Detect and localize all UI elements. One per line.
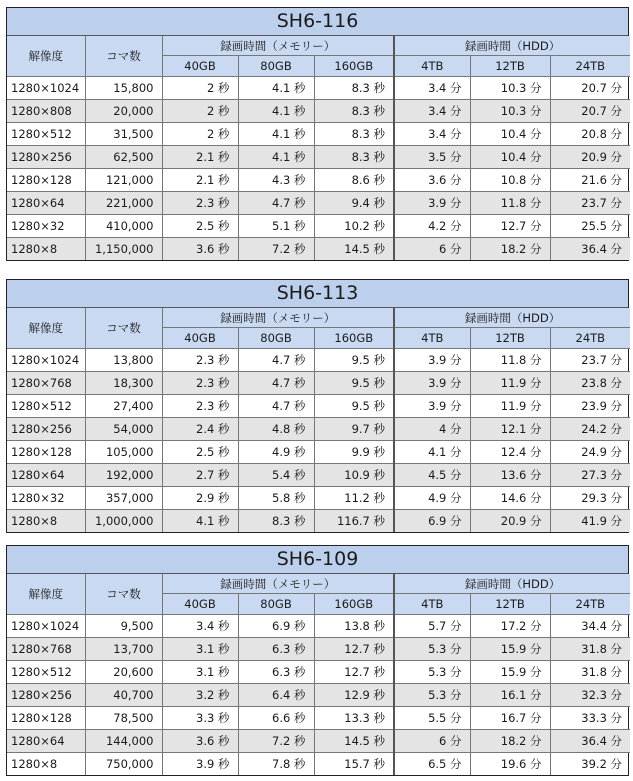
cell-h24: 20.8 分 — [550, 123, 630, 146]
cell-m160: 12.7 秒 — [314, 661, 394, 684]
cell-h12: 12.4 分 — [470, 441, 550, 464]
header-memory-col: 80GB — [238, 328, 314, 349]
cell-m80: 4.9 秒 — [238, 441, 314, 464]
cell-h12: 19.6 分 — [470, 753, 550, 776]
cell-m40: 3.6 秒 — [162, 238, 238, 261]
table-row — [7, 707, 630, 730]
cell-h24: 20.7 分 — [550, 100, 630, 123]
header-memory-col: 160GB — [314, 594, 394, 615]
table-row — [7, 487, 630, 510]
cell-h24: 41.9 分 — [550, 510, 630, 533]
cell-m80: 4.3 秒 — [238, 169, 314, 192]
header-memory-col: 80GB — [238, 594, 314, 615]
cell-h24: 21.6 分 — [550, 169, 630, 192]
cell-h12: 15.9 分 — [470, 661, 550, 684]
header-memory-group: 録画時間（メモリー） — [162, 308, 394, 328]
cell-h4: 5.7 分 — [394, 615, 470, 638]
cell-resolution: 1280×1024 — [7, 615, 85, 638]
cell-m40: 3.3 秒 — [162, 707, 238, 730]
cell-h4: 4.5 分 — [394, 464, 470, 487]
cell-resolution: 1280×512 — [7, 123, 85, 146]
cell-h24: 33.3 分 — [550, 707, 630, 730]
cell-m160: 14.5 秒 — [314, 238, 394, 261]
cell-h24: 36.4 分 — [550, 238, 630, 261]
cell-m160: 10.9 秒 — [314, 464, 394, 487]
cell-h24: 24.9 分 — [550, 441, 630, 464]
cell-resolution: 1280×32 — [7, 487, 85, 510]
cell-resolution: 1280×768 — [7, 638, 85, 661]
cell-h24: 32.3 分 — [550, 684, 630, 707]
cell-h12: 10.4 分 — [470, 123, 550, 146]
table-row — [7, 510, 630, 533]
recording-time-table — [7, 574, 630, 775]
cell-frames: 54,000 — [85, 418, 162, 441]
table-row — [7, 100, 630, 123]
cell-frames: 27,400 — [85, 395, 162, 418]
cell-h12: 18.2 分 — [470, 238, 550, 261]
cell-m40: 2.3 秒 — [162, 349, 238, 372]
cell-m80: 6.9 秒 — [238, 615, 314, 638]
cell-m80: 7.2 秒 — [238, 730, 314, 753]
cell-h12: 12.7 分 — [470, 215, 550, 238]
cell-resolution: 1280×64 — [7, 192, 85, 215]
table-title: SH6-109 — [7, 546, 628, 574]
cell-h4: 3.9 分 — [394, 192, 470, 215]
cell-frames: 31,500 — [85, 123, 162, 146]
cell-m80: 4.8 秒 — [238, 418, 314, 441]
cell-h12: 11.8 分 — [470, 349, 550, 372]
header-resolution: 解像度 — [7, 574, 85, 615]
cell-resolution: 1280×128 — [7, 169, 85, 192]
cell-h12: 17.2 分 — [470, 615, 550, 638]
header-hdd-col: 4TB — [394, 328, 470, 349]
cell-frames: 357,000 — [85, 487, 162, 510]
spec-table-0 — [6, 7, 629, 261]
cell-m40: 3.9 秒 — [162, 753, 238, 776]
table-title: SH6-113 — [7, 280, 628, 308]
header-frames: コマ数 — [85, 308, 162, 349]
table-row — [7, 169, 630, 192]
header-frames: コマ数 — [85, 36, 162, 77]
header-hdd-col: 24TB — [550, 328, 630, 349]
cell-m80: 4.1 秒 — [238, 100, 314, 123]
cell-h4: 5.3 分 — [394, 684, 470, 707]
cell-m80: 7.8 秒 — [238, 753, 314, 776]
cell-h24: 23.7 分 — [550, 349, 630, 372]
recording-time-table — [7, 308, 630, 532]
cell-resolution: 1280×128 — [7, 707, 85, 730]
table-row — [7, 615, 630, 638]
cell-resolution: 1280×1024 — [7, 77, 85, 100]
recording-time-table — [7, 36, 630, 260]
cell-m40: 2.9 秒 — [162, 487, 238, 510]
cell-m80: 6.4 秒 — [238, 684, 314, 707]
cell-m160: 12.9 秒 — [314, 684, 394, 707]
header-memory-col: 40GB — [162, 594, 238, 615]
cell-m40: 2.7 秒 — [162, 464, 238, 487]
cell-h4: 5.3 分 — [394, 638, 470, 661]
header-memory-group: 録画時間（メモリー） — [162, 36, 394, 56]
cell-frames: 192,000 — [85, 464, 162, 487]
table-row — [7, 372, 630, 395]
cell-resolution: 1280×256 — [7, 684, 85, 707]
spec-table-2 — [6, 545, 629, 776]
cell-h4: 6.9 分 — [394, 510, 470, 533]
cell-h4: 3.5 分 — [394, 146, 470, 169]
cell-frames: 144,000 — [85, 730, 162, 753]
header-frames: コマ数 — [85, 574, 162, 615]
spec-table-1 — [6, 279, 629, 533]
cell-h4: 3.9 分 — [394, 349, 470, 372]
cell-h24: 20.9 分 — [550, 146, 630, 169]
cell-h12: 10.3 分 — [470, 100, 550, 123]
table-row — [7, 661, 630, 684]
cell-m160: 9.7 秒 — [314, 418, 394, 441]
cell-h12: 13.6 分 — [470, 464, 550, 487]
cell-h4: 3.9 分 — [394, 395, 470, 418]
header-hdd-group: 録画時間（HDD） — [394, 308, 630, 328]
header-resolution: 解像度 — [7, 308, 85, 349]
cell-m80: 5.4 秒 — [238, 464, 314, 487]
table-row — [7, 215, 630, 238]
cell-h4: 4.1 分 — [394, 441, 470, 464]
header-memory-col: 160GB — [314, 56, 394, 77]
cell-h24: 39.2 分 — [550, 753, 630, 776]
cell-m160: 9.4 秒 — [314, 192, 394, 215]
cell-frames: 121,000 — [85, 169, 162, 192]
cell-resolution: 1280×256 — [7, 418, 85, 441]
cell-m40: 3.6 秒 — [162, 730, 238, 753]
cell-m40: 2 秒 — [162, 100, 238, 123]
cell-m160: 11.2 秒 — [314, 487, 394, 510]
cell-h12: 11.9 分 — [470, 395, 550, 418]
cell-m160: 9.9 秒 — [314, 441, 394, 464]
header-hdd-col: 4TB — [394, 56, 470, 77]
cell-h12: 12.1 分 — [470, 418, 550, 441]
cell-frames: 62,500 — [85, 146, 162, 169]
cell-m40: 2.3 秒 — [162, 192, 238, 215]
cell-h4: 4 分 — [394, 418, 470, 441]
cell-m160: 13.8 秒 — [314, 615, 394, 638]
cell-h12: 16.7 分 — [470, 707, 550, 730]
table-row — [7, 753, 630, 776]
cell-m40: 2.3 秒 — [162, 372, 238, 395]
cell-m160: 12.7 秒 — [314, 638, 394, 661]
cell-frames: 410,000 — [85, 215, 162, 238]
table-row — [7, 464, 630, 487]
table-row — [7, 77, 630, 100]
table-row — [7, 238, 630, 261]
header-hdd-group: 録画時間（HDD） — [394, 574, 630, 594]
cell-frames: 40,700 — [85, 684, 162, 707]
cell-m80: 6.6 秒 — [238, 707, 314, 730]
cell-m80: 7.2 秒 — [238, 238, 314, 261]
cell-h24: 23.8 分 — [550, 372, 630, 395]
cell-m160: 8.6 秒 — [314, 169, 394, 192]
header-hdd-col: 12TB — [470, 594, 550, 615]
cell-frames: 13,700 — [85, 638, 162, 661]
header-hdd-col: 12TB — [470, 328, 550, 349]
cell-m40: 3.4 秒 — [162, 615, 238, 638]
table-row — [7, 684, 630, 707]
cell-m80: 4.7 秒 — [238, 395, 314, 418]
cell-h12: 10.3 分 — [470, 77, 550, 100]
cell-h12: 18.2 分 — [470, 730, 550, 753]
cell-m160: 8.3 秒 — [314, 146, 394, 169]
cell-h24: 23.9 分 — [550, 395, 630, 418]
cell-h24: 23.7 分 — [550, 192, 630, 215]
table-row — [7, 638, 630, 661]
header-memory-col: 40GB — [162, 328, 238, 349]
cell-m160: 15.7 秒 — [314, 753, 394, 776]
cell-m80: 5.1 秒 — [238, 215, 314, 238]
cell-resolution: 1280×768 — [7, 372, 85, 395]
cell-h4: 6.5 分 — [394, 753, 470, 776]
cell-resolution: 1280×256 — [7, 146, 85, 169]
cell-resolution: 1280×1024 — [7, 349, 85, 372]
cell-resolution: 1280×808 — [7, 100, 85, 123]
cell-h12: 10.8 分 — [470, 169, 550, 192]
cell-h4: 3.4 分 — [394, 77, 470, 100]
table-row — [7, 146, 630, 169]
cell-h12: 11.9 分 — [470, 372, 550, 395]
cell-m40: 2.5 秒 — [162, 441, 238, 464]
cell-m40: 3.1 秒 — [162, 661, 238, 684]
header-hdd-col: 12TB — [470, 56, 550, 77]
cell-h4: 6 分 — [394, 238, 470, 261]
table-title: SH6-116 — [7, 8, 628, 36]
header-resolution: 解像度 — [7, 36, 85, 77]
cell-frames: 20,600 — [85, 661, 162, 684]
cell-frames: 221,000 — [85, 192, 162, 215]
table-row — [7, 395, 630, 418]
cell-h24: 27.3 分 — [550, 464, 630, 487]
cell-m160: 8.3 秒 — [314, 100, 394, 123]
header-memory-col: 160GB — [314, 328, 394, 349]
cell-m80: 5.8 秒 — [238, 487, 314, 510]
cell-frames: 78,500 — [85, 707, 162, 730]
cell-h24: 31.8 分 — [550, 638, 630, 661]
cell-resolution: 1280×64 — [7, 464, 85, 487]
table-row — [7, 123, 630, 146]
header-memory-group: 録画時間（メモリー） — [162, 574, 394, 594]
cell-m80: 6.3 秒 — [238, 661, 314, 684]
cell-resolution: 1280×512 — [7, 395, 85, 418]
cell-m40: 2.1 秒 — [162, 146, 238, 169]
cell-m80: 4.7 秒 — [238, 192, 314, 215]
cell-h4: 3.4 分 — [394, 123, 470, 146]
cell-frames: 9,500 — [85, 615, 162, 638]
header-hdd-col: 24TB — [550, 594, 630, 615]
cell-resolution: 1280×8 — [7, 753, 85, 776]
cell-h12: 20.9 分 — [470, 510, 550, 533]
cell-m80: 4.7 秒 — [238, 349, 314, 372]
cell-resolution: 1280×8 — [7, 238, 85, 261]
cell-m40: 2 秒 — [162, 123, 238, 146]
cell-h24: 20.7 分 — [550, 77, 630, 100]
cell-m40: 2.3 秒 — [162, 395, 238, 418]
cell-m80: 4.1 秒 — [238, 77, 314, 100]
header-memory-col: 40GB — [162, 56, 238, 77]
cell-h4: 3.9 分 — [394, 372, 470, 395]
cell-m160: 8.3 秒 — [314, 77, 394, 100]
cell-m40: 2.1 秒 — [162, 169, 238, 192]
cell-m40: 2 秒 — [162, 77, 238, 100]
cell-m40: 2.4 秒 — [162, 418, 238, 441]
cell-h24: 34.4 分 — [550, 615, 630, 638]
table-row — [7, 441, 630, 464]
cell-m160: 9.5 秒 — [314, 372, 394, 395]
cell-h4: 3.6 分 — [394, 169, 470, 192]
table-row — [7, 192, 630, 215]
cell-frames: 105,000 — [85, 441, 162, 464]
cell-h12: 16.1 分 — [470, 684, 550, 707]
cell-m80: 4.1 秒 — [238, 123, 314, 146]
cell-h24: 31.8 分 — [550, 661, 630, 684]
cell-m80: 4.1 秒 — [238, 146, 314, 169]
cell-h12: 15.9 分 — [470, 638, 550, 661]
cell-frames: 13,800 — [85, 349, 162, 372]
cell-m160: 9.5 秒 — [314, 349, 394, 372]
table-row — [7, 730, 630, 753]
cell-h12: 14.6 分 — [470, 487, 550, 510]
header-hdd-group: 録画時間（HDD） — [394, 36, 630, 56]
cell-m160: 9.5 秒 — [314, 395, 394, 418]
cell-frames: 15,800 — [85, 77, 162, 100]
cell-m40: 4.1 秒 — [162, 510, 238, 533]
cell-h24: 25.5 分 — [550, 215, 630, 238]
cell-frames: 1,000,000 — [85, 510, 162, 533]
cell-h12: 11.8 分 — [470, 192, 550, 215]
table-row — [7, 349, 630, 372]
cell-m160: 13.3 秒 — [314, 707, 394, 730]
cell-m40: 3.2 秒 — [162, 684, 238, 707]
cell-m160: 10.2 秒 — [314, 215, 394, 238]
cell-h4: 4.9 分 — [394, 487, 470, 510]
header-hdd-col: 4TB — [394, 594, 470, 615]
cell-resolution: 1280×512 — [7, 661, 85, 684]
header-hdd-col: 24TB — [550, 56, 630, 77]
cell-m40: 3.1 秒 — [162, 638, 238, 661]
cell-resolution: 1280×128 — [7, 441, 85, 464]
cell-m160: 14.5 秒 — [314, 730, 394, 753]
table-row — [7, 418, 630, 441]
cell-h24: 24.2 分 — [550, 418, 630, 441]
cell-h24: 29.3 分 — [550, 487, 630, 510]
cell-resolution: 1280×8 — [7, 510, 85, 533]
cell-m160: 8.3 秒 — [314, 123, 394, 146]
cell-h4: 6 分 — [394, 730, 470, 753]
cell-m160: 116.7 秒 — [314, 510, 394, 533]
cell-m40: 2.5 秒 — [162, 215, 238, 238]
cell-frames: 20,000 — [85, 100, 162, 123]
cell-frames: 750,000 — [85, 753, 162, 776]
cell-m80: 4.7 秒 — [238, 372, 314, 395]
header-memory-col: 80GB — [238, 56, 314, 77]
cell-frames: 1,150,000 — [85, 238, 162, 261]
cell-h4: 4.2 分 — [394, 215, 470, 238]
cell-h12: 10.4 分 — [470, 146, 550, 169]
cell-resolution: 1280×32 — [7, 215, 85, 238]
cell-resolution: 1280×64 — [7, 730, 85, 753]
cell-h4: 5.5 分 — [394, 707, 470, 730]
cell-m80: 6.3 秒 — [238, 638, 314, 661]
cell-h24: 36.4 分 — [550, 730, 630, 753]
cell-h4: 5.3 分 — [394, 661, 470, 684]
cell-frames: 18,300 — [85, 372, 162, 395]
cell-h4: 3.4 分 — [394, 100, 470, 123]
cell-m80: 8.3 秒 — [238, 510, 314, 533]
